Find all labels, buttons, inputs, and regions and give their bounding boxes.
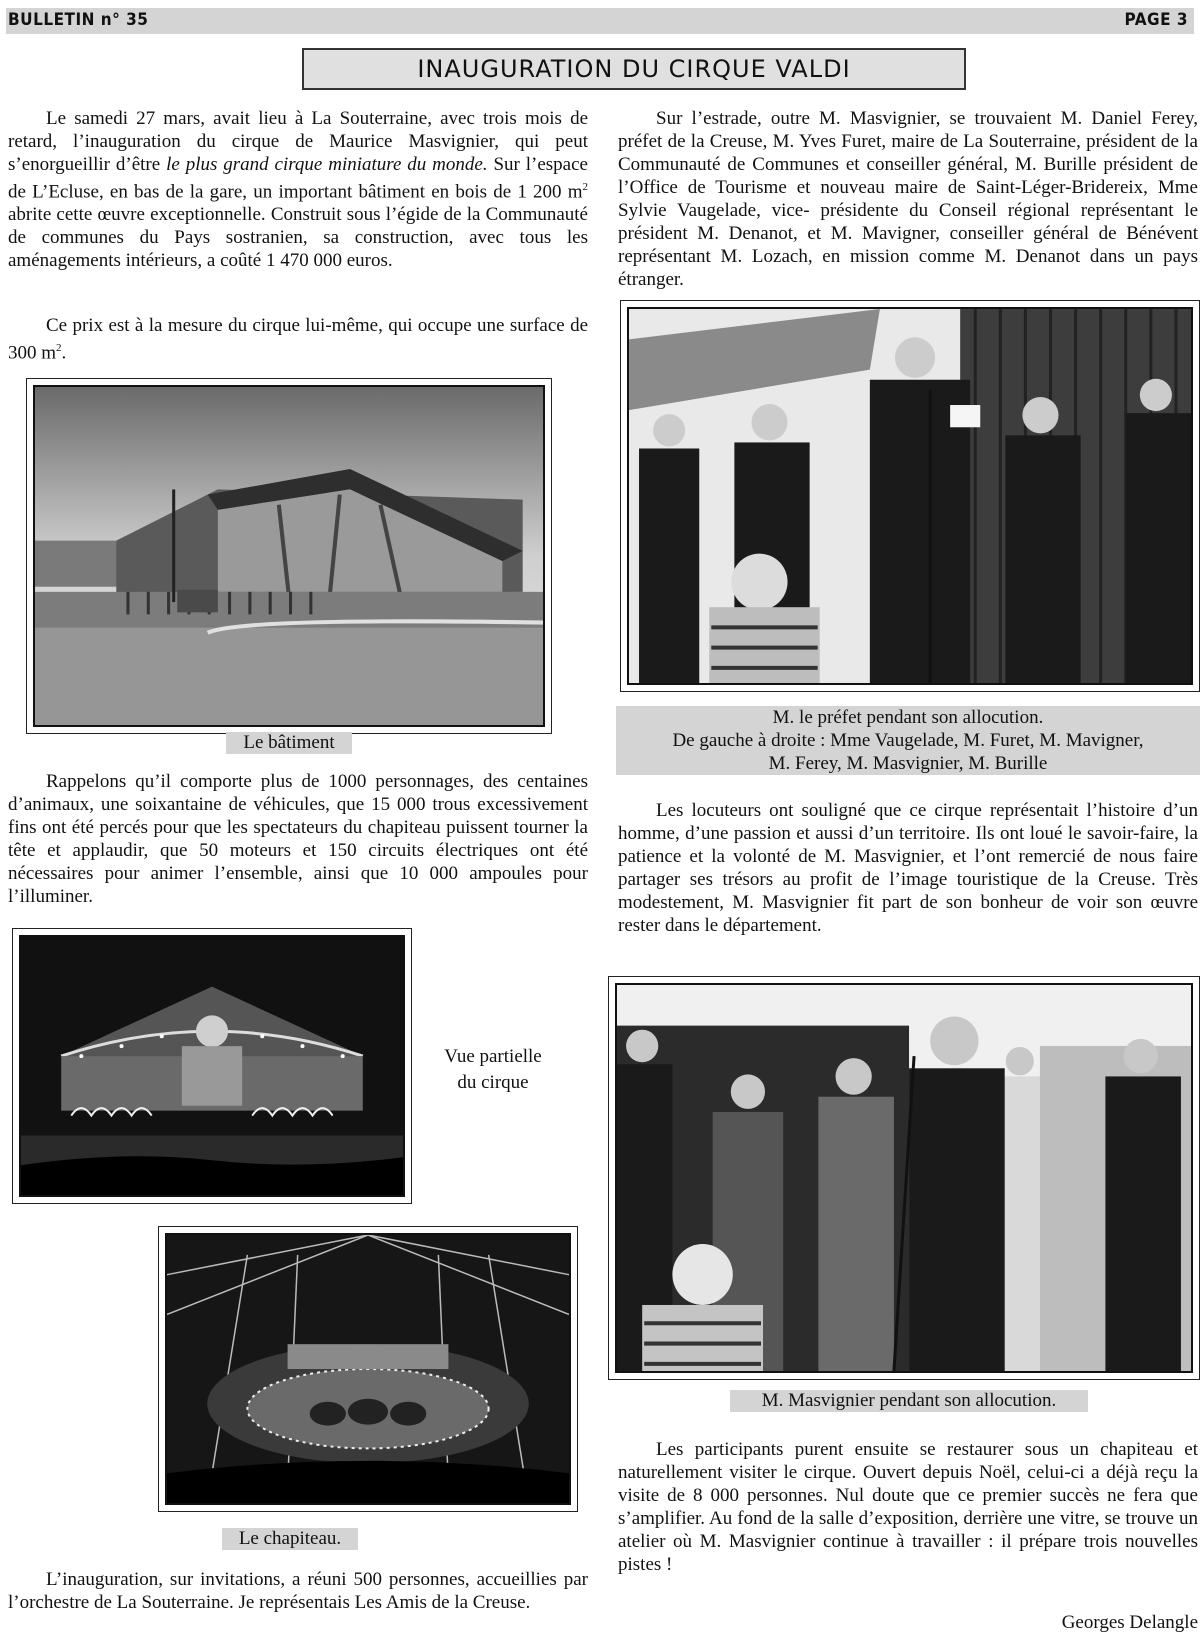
signature: Georges Delangle xyxy=(1061,1612,1198,1633)
page-number: PAGE 3 xyxy=(1124,10,1188,30)
header-bar xyxy=(6,8,1194,34)
masvignier-speech-photo xyxy=(608,976,1200,1380)
bulletin-number: BULLETIN n° 35 xyxy=(8,10,149,30)
caption-masvignier: M. Masvignier pendant son allocution. xyxy=(730,1390,1088,1412)
chapiteau-photo xyxy=(158,1226,578,1512)
left-paragraph-3: Rappelons qu’il comporte plus de 1000 personnages, des centaines d’animaux, une soixantaine de véhicules, que 15 000 trous excessivement fins ont été percés pour que les spectateurs du chapiteau puissent tourner la tête et applaudir, que 50 moteurs et 150 circuits électriques ont été nécessaires pour animer l’ensemble, ainsi que 10 000 ampoules pour l’illuminer. xyxy=(8,771,588,907)
caption-building: Le bâtiment xyxy=(226,732,352,754)
building-photo xyxy=(26,378,552,734)
prefect-speech-photo xyxy=(620,300,1200,692)
caption-partial-view: Vue partielle du cirque xyxy=(444,1046,542,1093)
caption-chapiteau: Le chapiteau. xyxy=(222,1528,358,1550)
right-paragraph-3: Les participants purent ensuite se restaurer sous un chapiteau et naturellement visiter le cirque. Ouvert depuis Noël, celui-ci a déjà reçu la visite de 8 000 personnes. Nul doute que ce premier succès ne fera que s’amplifier. Au fond de la salle d’exposition, derrière une vitre, se trouve un atelier où M. Masvignier continue à travailler : il prépare trois nouvelles pistes ! xyxy=(618,1439,1198,1575)
circus-partial-image xyxy=(21,937,403,1195)
building-image xyxy=(35,387,543,725)
left-paragraph-4: L’inauguration, sur invitations, a réuni 500 personnes, accueillies par l’orchestre de La Souterraine. Je représentais Les Amis de la Creuse. xyxy=(8,1569,588,1613)
prefect-speech-image xyxy=(629,309,1191,683)
masvignier-speech-image xyxy=(617,985,1191,1371)
right-paragraph-2: Les locuteurs ont souligné que ce cirque représentait l’histoire d’un homme, d’une passion et aussi d’un territoire. Ils ont loué le savoir-faire, la patience et la volonté de M. Masvignier, et l’ont remercié de nous faire partager ses trésors au profit de l’image touristique de la Creuse. Très modestement, M. Masvignier fit part de son bonheur de voir son œuvre rester dans le département. xyxy=(618,800,1198,936)
right-paragraph-1: Sur l’estrade, outre M. Masvignier, se trouvaient M. Daniel Ferey, préfet de la Creuse, M. Yves Furet, maire de La Souterraine, président de la Communauté de Communes et conseiller général, M. Burille président de l’Office de Tourisme et nouveau maire de Saint-Léger-Bridereix, Mme Sylvie Vaugelade, vice- présidente du Conseil régional représentant le président M. Denanot, et M. Mavigner, conseiller général de Bénévent représentant M. Lozach, en mission comme M. Denanot dans un pays étranger. xyxy=(618,108,1198,290)
left-paragraph-2: Ce prix est à la mesure du cirque lui-même, qui occupe une surface de 300 $m^2$. xyxy=(8,315,588,364)
article-title: INAUGURATION DU CIRQUE VALDI xyxy=(302,48,966,90)
chapiteau-image xyxy=(167,1235,569,1503)
circus-partial-photo xyxy=(12,928,412,1204)
left-paragraph-1: Le samedi 27 mars, avait lieu à La Souterraine, avec trois mois de retard, l’inauguration du cirque de Maurice Masvignier, qui peut s’enorgueillir d’être le plus grand cirque miniature du monde. Sur l’espace de L’Ecluse, en bas de la gare, un important bâtiment en bois de 1 200 $m^2$ abrite cette œuvre exceptionnelle. Construit sous l’égide de la Communauté de communes du Pays sostranien, sa construction, avec tous les aménagements intérieurs, a coûté 1 470 000 euros. xyxy=(8,108,588,272)
caption-prefect: M. le préfet pendant son allocution. De gauche à droite : Mme Vaugelade, M. Furet, M. Mavigner, M. Ferey, M. Masvignier, M. Burille xyxy=(616,706,1200,775)
